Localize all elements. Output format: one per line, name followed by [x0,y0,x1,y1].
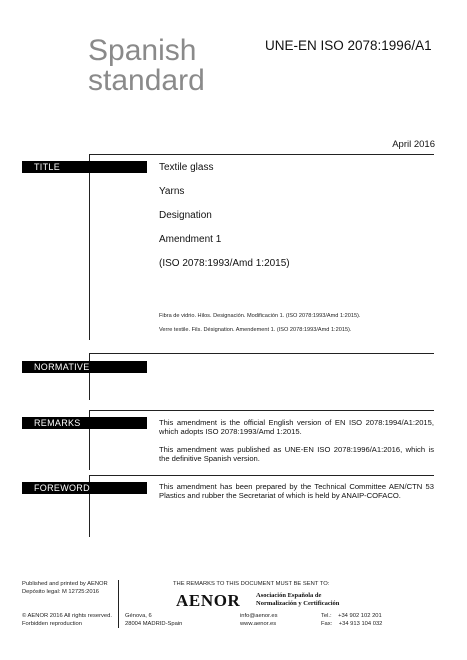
title-line: (ISO 2078:1993/Amd 1:2015) [159,258,290,269]
organization-name [256,592,339,607]
organization-line: Normalización y Certificación [256,599,340,607]
footer-divider [118,580,119,628]
legal-deposit: Depósito legal: M 12725:2016 [22,589,100,595]
address-city: 28004 MADRID-Spain [125,621,183,627]
title-line: Designation [159,210,212,221]
divider [89,475,434,476]
aenor-logo: AENOR [176,591,241,610]
page-title [88,36,205,96]
copyright: © AENOR 2016 All rights reserved. [22,613,112,619]
email-link[interactable]: info@aenor.es [240,613,278,619]
website-link[interactable]: www.aenor.es [240,621,277,627]
standard-code: UNE-EN ISO 2078:1996/A1 [265,38,432,53]
foreword-paragraph: This amendment has been prepared by the Technical Committee AEN/CTN 53 Plastics and rubber the Secretariat of which is held by ANAIP-COFACO. [159,482,434,501]
divider [89,154,434,155]
publication-date: April 2016 [392,139,435,150]
title-line: Yarns [159,186,185,197]
divider [89,410,434,411]
section-label-remarks: REMARKS [22,417,147,429]
divider [89,353,434,354]
address-street: Génova, 6 [125,613,152,619]
telephone: Tel.: +34 902 102 201 [321,613,382,619]
divider [89,154,90,340]
organization-line: Asociación Española de [256,592,322,599]
spanish-title: Fibra de vidrio. Hilos. Designación. Modificación 1. (ISO 2078:1993/Amd 1:2015). [159,313,361,319]
published-by: Published and printed by AENOR [22,581,108,587]
send-to-notice: THE REMARKS TO THIS DOCUMENT MUST BE SENT TO: [173,581,330,587]
title-line-1: Spanish [88,34,197,67]
section-label-title: TITLE [22,161,147,173]
section-label-normative: NORMATIVE [22,361,147,373]
title-line: Textile glass [159,162,214,173]
title-line-2: standard [88,64,205,97]
section-label-foreword: FOREWORD [22,482,147,494]
remarks-paragraph: This amendment was published as UNE-EN ISO 2078:1996/A1:2016, which is the definitive Spanish version. [159,445,434,464]
fax: Fax: +34 913 104 032 [321,621,383,627]
remarks-paragraph: This amendment is the official English version of EN ISO 2078:1994/A1:2015, which adopts ISO 2078:1993/Amd 1:2015. [159,418,434,437]
french-title: Verre textile. Fils. Désignation. Amendement 1. (ISO 2078:1993/Amd 1:2015). [159,327,352,333]
title-line: Amendment 1 [159,234,222,245]
reproduction-notice: Forbidden reproduction [22,621,82,627]
